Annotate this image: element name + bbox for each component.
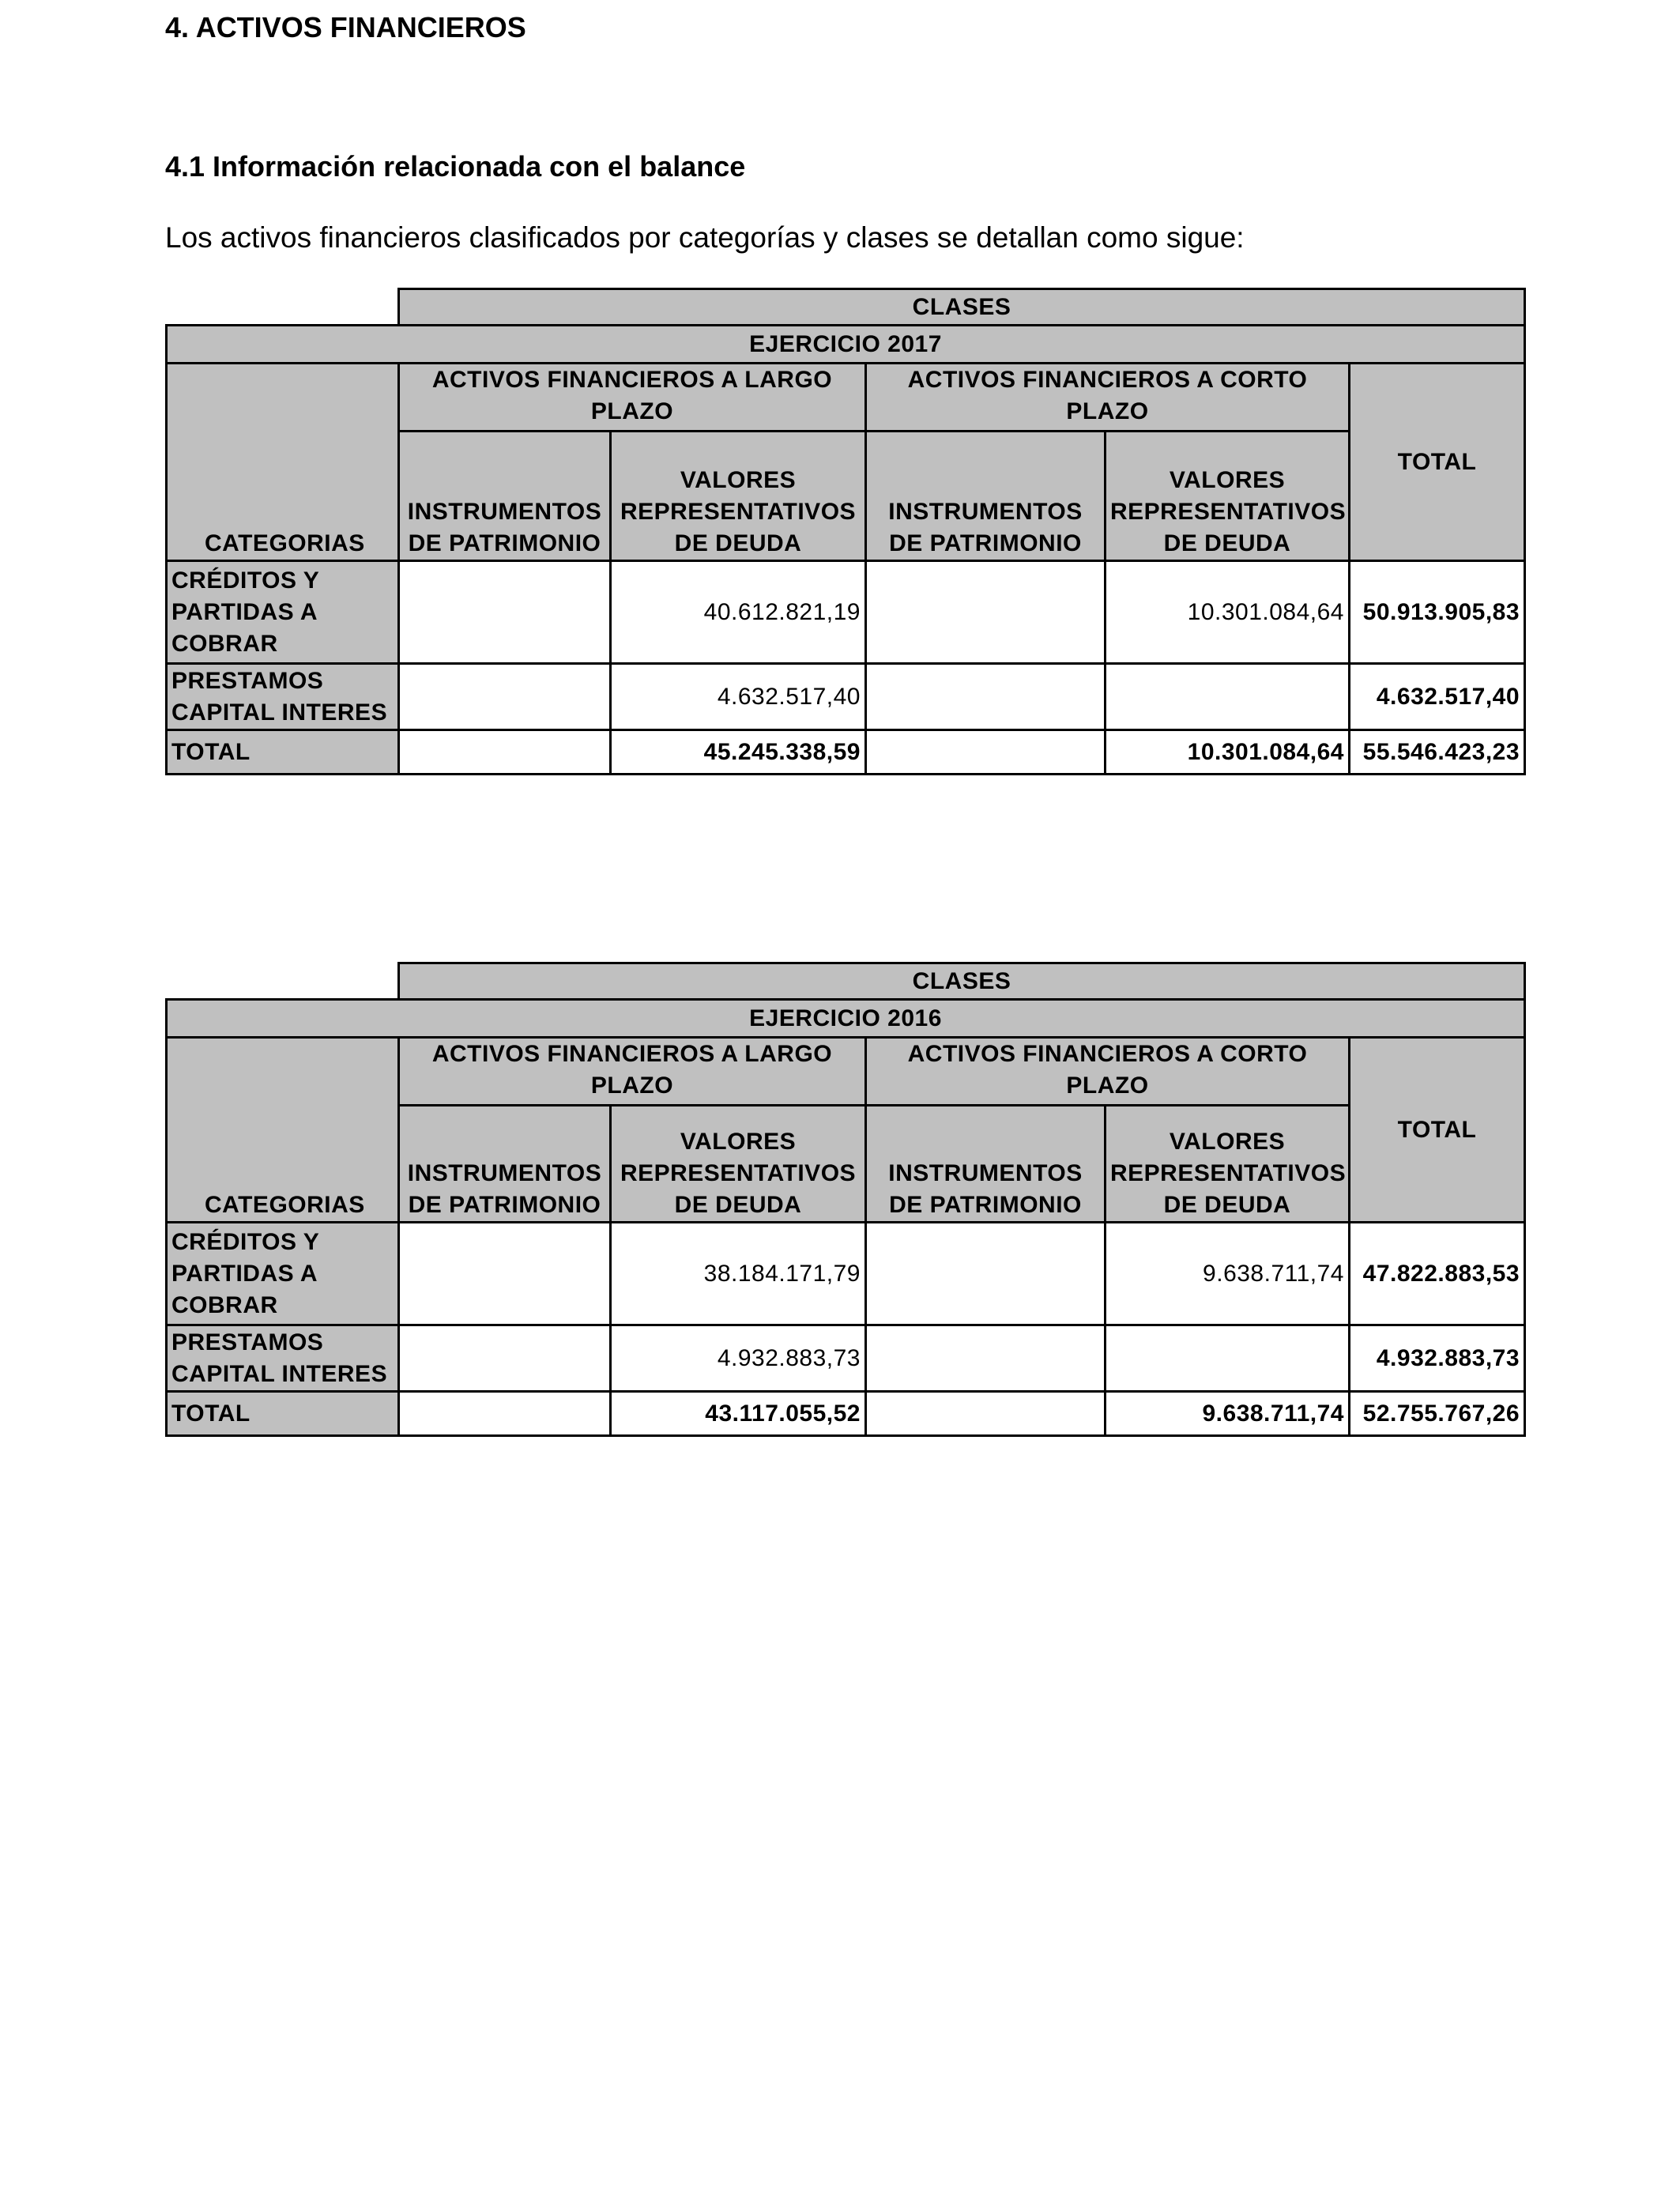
cell-cp-valores <box>1106 664 1350 730</box>
row-label: PRESTAMOS CAPITAL INTERES <box>167 664 399 730</box>
subheader-cp-instrumentos: INSTRUMENTOS DE PATRIMONIO <box>866 1106 1106 1223</box>
total-header: TOTAL <box>1350 364 1525 561</box>
row-label: CRÉDITOS Y PARTIDAS A COBRAR <box>167 561 399 664</box>
group-corto-plazo: ACTIVOS FINANCIEROS A CORTO PLAZO <box>866 364 1350 432</box>
total-cp-instrumentos <box>866 1392 1106 1436</box>
cell-cp-instrumentos <box>866 664 1106 730</box>
total-row <box>167 730 1525 775</box>
group-corto-plazo: ACTIVOS FINANCIEROS A CORTO PLAZO <box>866 1038 1350 1106</box>
subsection-heading: 4.1 Información relacionada con el balance <box>165 150 746 183</box>
total-cp-instrumentos <box>866 730 1106 775</box>
corner-blank <box>167 289 399 326</box>
total-row <box>167 1392 1525 1436</box>
total-header: TOTAL <box>1350 1038 1525 1223</box>
cell-lp-instrumentos <box>399 1223 611 1325</box>
subheader-lp-valores: VALORES REPRESENTATIVOS DE DEUDA <box>611 1106 866 1223</box>
table-row <box>167 1223 1525 1325</box>
table-row <box>167 1325 1525 1392</box>
total-cp-valores: 9.638.711,74 <box>1106 1392 1350 1436</box>
row-label: PRESTAMOS CAPITAL INTERES <box>167 1325 399 1392</box>
cell-lp-valores: 4.632.517,40 <box>611 664 866 730</box>
clases-header: CLASES <box>399 289 1525 326</box>
total-lp-valores: 43.117.055,52 <box>611 1392 866 1436</box>
subheader-lp-valores: VALORES REPRESENTATIVOS DE DEUDA <box>611 432 866 561</box>
total-row-label: TOTAL <box>167 730 399 775</box>
cell-lp-valores: 40.612.821,19 <box>611 561 866 664</box>
cell-cp-instrumentos <box>866 1223 1106 1325</box>
clases-header: CLASES <box>399 963 1525 1000</box>
cell-cp-valores <box>1106 1325 1350 1392</box>
cell-lp-instrumentos <box>399 561 611 664</box>
cell-cp-valores: 10.301.084,64 <box>1106 561 1350 664</box>
cell-total: 50.913.905,83 <box>1350 561 1525 664</box>
subheader-lp-instrumentos: INSTRUMENTOS DE PATRIMONIO <box>399 432 611 561</box>
total-cp-valores: 10.301.084,64 <box>1106 730 1350 775</box>
ejercicio-header: EJERCICIO 2017 <box>167 326 1525 364</box>
cell-total: 4.932.883,73 <box>1350 1325 1525 1392</box>
total-lp-valores: 45.245.338,59 <box>611 730 866 775</box>
cell-lp-valores: 38.184.171,79 <box>611 1223 866 1325</box>
cell-total: 4.632.517,40 <box>1350 664 1525 730</box>
subheader-lp-instrumentos: INSTRUMENTOS DE PATRIMONIO <box>399 1106 611 1223</box>
section-heading: 4. ACTIVOS FINANCIEROS <box>165 11 526 43</box>
cell-cp-instrumentos <box>866 1325 1106 1392</box>
table-row <box>167 561 1525 664</box>
subheader-cp-valores: VALORES REPRESENTATIVOS DE DEUDA <box>1106 432 1350 561</box>
grand-total: 55.546.423,23 <box>1350 730 1525 775</box>
table-row <box>167 664 1525 730</box>
subheader-cp-valores: VALORES REPRESENTATIVOS DE DEUDA <box>1106 1106 1350 1223</box>
subheader-cp-instrumentos: INSTRUMENTOS DE PATRIMONIO <box>866 432 1106 561</box>
cell-cp-instrumentos <box>866 561 1106 664</box>
grand-total: 52.755.767,26 <box>1350 1392 1525 1436</box>
cell-cp-valores: 9.638.711,74 <box>1106 1223 1350 1325</box>
intro-paragraph: Los activos financieros clasificados por categorías y clases se detallan como sigue: <box>165 221 1245 254</box>
total-lp-instrumentos <box>399 730 611 775</box>
cell-lp-valores: 4.932.883,73 <box>611 1325 866 1392</box>
total-lp-instrumentos <box>399 1392 611 1436</box>
corner-blank <box>167 963 399 1000</box>
group-largo-plazo: ACTIVOS FINANCIEROS A LARGO PLAZO <box>399 364 866 432</box>
total-row-label: TOTAL <box>167 1392 399 1436</box>
ejercicio-header: EJERCICIO 2016 <box>167 1000 1525 1038</box>
row-label: CRÉDITOS Y PARTIDAS A COBRAR <box>167 1223 399 1325</box>
table-ejercicio-2017 <box>165 288 1526 775</box>
cell-lp-instrumentos <box>399 1325 611 1392</box>
cell-total: 47.822.883,53 <box>1350 1223 1525 1325</box>
categorias-header: CATEGORIAS <box>167 1038 399 1223</box>
cell-lp-instrumentos <box>399 664 611 730</box>
table-ejercicio-2016 <box>165 962 1526 1437</box>
group-largo-plazo: ACTIVOS FINANCIEROS A LARGO PLAZO <box>399 1038 866 1106</box>
categorias-header: CATEGORIAS <box>167 364 399 561</box>
